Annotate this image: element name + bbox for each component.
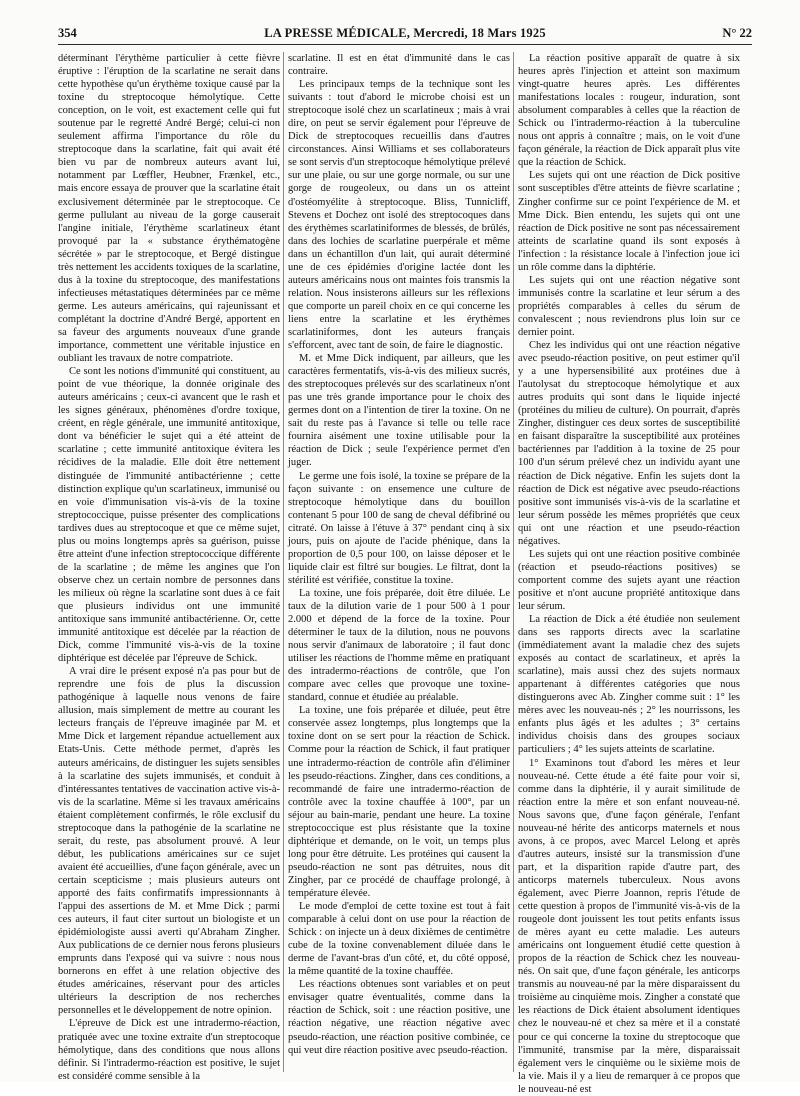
paragraph: Le germe une fois isolé, la toxine se prépare de la façon suivante : on ensemence une culture de streptocoque hémolytique dans du bouillon contenant 5 pour 100 de sang de cheval défibriné ou citraté. On laisse à l'étuve à 37° pendant cinq à six jours, puis on ajoute de l'acide phénique, dans la proportion de 0,5 pour 100, on laisse déposer et le liquide clair est filtré sur bougies. Le filtrat, dont la stérilité est vérifiée, constitue la toxine. [288, 470, 510, 586]
page-number: 354 [58, 26, 77, 40]
text-column-2 [288, 52, 510, 1072]
paragraph: déterminant l'érythème particulier à cette fièvre éruptive : l'éruption de la scarlatine ne serait dans cette hypothèse qu'un érythème toxique causé par la toxine du streptocoque hémolytique. Cette conception, on le voit, est exactement celle qui fut soutenue par le regretté André Bergé; celui-ci non seulement affirma l'importance du rôle du streptocoque dans la scarlatine, fait qui avait été bien vu par de nombreux auteurs avant lui, notamment par Lœffler, Heubner, Frænkel, etc., mais encore essaya de prouver que la scarlatine était exclusivement déterminée par le streptocoque. Ce germe pullulant au niveau de la gorge causerait l'angine initiale, l'érythème scarlatineux étant provoqué par la « substance érythématogène sécrétée » par le streptocoque, et Bergé distingue très nettement les accidents toxiques de la scarlatine, dus à la toxine du streptocoque, des manifestations infectieuses métastatiques déterminées par ce même germe. Les auteurs américains, qui rajeunissant et complétant la doctrine d'André Bergé, apportent en sa faveur des arguments nouveaux d'une grande importance, commettent une véritable injustice en oubliant les travaux de notre compatriote. [58, 53, 280, 365]
text-column-1 [58, 52, 280, 1082]
paragraph: La toxine, une fois préparée, doit être diluée. Le taux de la dilution varie de 1 pour 500 à 1 pour 2.000 et dépend de la force de la toxine. Pour déterminer le taux de la dilution, nous ne pouvons nous servir d'animaux de laboratoire ; il faut donc utiliser les réactions de l'homme même en pratiquant des intradermo-réactions de contrôle, que l'on compare avec celles que provoque une toxine-standard, connue et étudiée au préalable. [288, 587, 510, 704]
paragraph: Les principaux temps de la technique sont les suivants : tout d'abord le microbe choisi est un streptocoque isolé chez un scarlatineux ; mais à vrai dire, on peut se servir également pour l'épreuve de Dick de streptocoques recueillis dans d'autres circonstances. Ainsi Williams et ses collaborateurs se sont servis d'un streptocoque hémolytique prélevé sur une plaie, ou sur une gorge normale, ou sur une gorge de rougeoleux, ou dans un os atteint d'ostéomyélite à streptocoque. Bliss, Tunnicliff, Stevens et Dochez ont isolé des streptocoques dans des érythèmes scarlatiniformes de blessés, de brûlés, dans des lochies de scarlatine puerpérale et même dans un échantillon d'un lait, qui aurait déterminé une de ces épidémies d'origine lactée dont les auteurs américains nous ont maintes fois transmis la relation. Nous insisterons ailleurs sur les réflexions que comporte un pareil choix en ce qui concerne les liens entre la scarlatine et les érythèmes scarlatiniformes, dont les auteurs français s'efforcent, avec tant de soin, de faire le diagnostic. [288, 79, 510, 352]
paragraph: Les sujets qui ont une réaction de Dick positive sont susceptibles d'être atteints de fièvre scarlatine ; Zingher confirme sur ce point l'expérience de M. et Mme Dick. Bien entendu, les sujets qui ont une réaction de Dick positive ne sont pas nécessairement atteints de scarlatine quand ils sont exposés à l'infection : la résistance locale à l'infection joue ici un rôle comme dans la diphtérie. [518, 170, 740, 273]
paragraph: M. et Mme Dick indiquent, par ailleurs, que les caractères fermentatifs, vis-à-vis des milieux sucrés, des streptocoques prélevés sur des scarlatineux n'ont pas une très grande importance pour le choix des germes dont on a l'intention de tirer la toxine. On ne sait du reste pas à l'avance si telle ou telle race fournira aisément une toxine utilisable pour la réaction de Dick ; seule l'expérience permet d'en juger. [288, 353, 510, 469]
paragraph: scarlatine. Il est en état d'immunité dans le cas contraire. [288, 53, 510, 78]
column-divider [513, 52, 514, 1072]
paragraph: Chez les individus qui ont une réaction négative avec pseudo-réaction positive, on peut estimer qu'il y a une hypersensibilité aux protéines due à l'autolysat du streptocoque hémolytique et aux autres produits qui sont dans le liquide injecté (protéines du milieu de culture). On pourrait, d'après Zingher, distinguer ces deux sortes de susceptibilité en faisant disparaître la susceptibilité aux protéines bactériennes par l'addition à la toxine de 25 pour 100 d'un sérum prélevé chez un individu ayant une réaction de Dick négative. Enfin les sujets dont la réaction de Dick est négative avec pseudo-réactions positive sont immunisés vis-à-vis de la scarlatine et leur sérum possède les mêmes propriétés que ceux qui ont une réaction et une pseudo-réaction négatives. [518, 340, 740, 547]
column-divider [283, 52, 284, 1072]
paragraph: La toxine, une fois préparée et diluée, peut être conservée assez longtemps, plus longtemps que la toxine dont on se sert pour la réaction de Schick. Comme pour la réaction de Schick, il faut pratiquer une intradermo-réaction de contrôle afin d'éliminer les pseudo-réactions. Zingher, dans ces conditions, a recommandé de faire une intradermo-réaction de contrôle avec la toxine chauffée à 100°, par un séjour au bain-marie, pendant une heure. La toxine streptococcique est plus résistante que la toxine diphtérique et demande, on le voit, un temps plus long pour être détruite. Les protéines qui causent la pseudo-réaction ne sont pas détruites, nous dit Zingher, par ce procédé de chauffage prolongé, à température élevée. [288, 705, 510, 899]
journal-title: LA PRESSE MÉDICALE, Mercredi, 18 Mars 1925 [264, 26, 546, 40]
paragraph: Les sujets qui ont une réaction positive combinée (réaction et pseudo-réactions positives) se comportent comme des sujets ayant une réaction positive et n'ont aucune propriété antitoxique dans leur sérum. [518, 548, 740, 612]
paragraph: La réaction positive apparaît de quatre à six heures après l'injection et atteint son maximum vingt-quatre heures après. Les différentes manifestations locales : rougeur, induration, sont absolument comparables à celles que la réaction de Schick ou l'intradermo-réaction à la tuberculine nous ont appris à connaître ; mais, on le voit d'une façon générale, la réaction de Dick apparaît plus vite que la réaction de Schick. [518, 53, 740, 169]
text-column-3 [518, 52, 740, 1095]
issue-number: N° 22 [722, 26, 752, 40]
paragraph: Le mode d'emploi de cette toxine est tout à fait comparable à celui dont on use pour la réaction de Schick : on injecte un à deux dixièmes de centimètre cube de la toxine convenablement diluée dans le derme de l'avant-bras d'un côté, et, du côté opposé, la même quantité de la toxine chauffée. [288, 901, 510, 978]
paragraph: L'épreuve de Dick est une intradermo-réaction, pratiquée avec une toxine extraite d'un streptocoque hémolytique, dans des conditions que nous allons définir. Si l'intradermo-réaction est positive, le sujet est considéré comme sensible à la [58, 1018, 280, 1082]
paragraph: Les réactions obtenues sont variables et on peut envisager quatre éventualités, comme dans la réaction de Schick, soit : une réaction positive, une réaction négative, une réaction négative avec pseudo-réaction, une réaction positive combinée, ce qui veut dire réaction positive avec pseudo-réaction. [288, 979, 510, 1056]
paragraph: 1° Examinons tout d'abord les mères et leur nouveau-né. Cette étude a été faite pour voir si, comme dans la diphtérie, il y aurait similitude de réaction entre la mère et son enfant nouveau-né. Nous savons que, d'une façon générale, l'enfant nouveau-né hérite des anticorps maternels et nous avons, à ce propos, avec Marcel Lelong et après d'autres auteurs, insisté sur la transmission d'une part, et la disparition rapide d'autre part, des anticorps maternels tuberculeux. Nous avons également, avec Pierre Joannon, repris l'étude de cette question à propos de l'immunité vis-à-vis de la rougeole dont jouissent les tout petits enfants issus de mères ayant eu cette maladie. Les auteurs américains ont longuement étudié cette question à propos de la réaction de Schick chez les nouveau-nés. On sait que, d'une façon générale, les anticorps transmis au nouveau-né par la mère disparaissent du troisième au cinquième mois. Zingher a constaté que les réactions de Dick étaient absolument identiques chez le nouveau-né et chez sa mère et il a constaté pour ce qui concerne la toxine du streptocoque que l'immunité, transmise par la mère, disparaissait également vers le cinquième ou le sixième mois de la vie. Mais il y a lieu de remarquer à ce propos que le nouveau-né est [518, 757, 740, 1095]
page-header [58, 26, 752, 45]
paragraph: A vrai dire le présent exposé n'a pas pour but de reprendre une fois de plus la discussion pathogénique à laquelle nous venons de faire allusion, mais simplement de mettre au courant les lecteurs français de l'épreuve imaginée par M. et Mme Dick et largement répandue actuellement aux Etats-Unis. Cette méthode permet, d'après les auteurs américains, de distinguer les sujets sensibles à la scarlatine des sujets immunisés, et conduit à d'intéressantes tentatives de vaccination active vis-à-vis de la scarlatine. Même si les travaux américains étaient complètement confirmés, le rôle exclusif du streptocoque dans la pathogénie de la scarlatine ne serait, du reste, pas absolument prouvé. A leur début, les publications américaines sur ce sujet avaient été accueillies, d'une façon générale, avec un certain scepticisme ; mais plusieurs auteurs ont apporté des faits confirmatifs impressionnants à l'appui des assertions de M. et Mme Dick ; parmi ces auteurs, il faut citer surtout un biologiste et un épidémiologiste aussi averti qu'Abraham Zingher. Aux publications de ce dernier nous ferons plusieurs emprunts dans l'exposé qui va suivre : nous nous bornerons en effet à une relation objective des études américaines, réservant pour des articles ultérieurs la description de nos recherches personnelles et le développement de notre opinion. [58, 666, 280, 1017]
paragraph: Ce sont les notions d'immunité qui constituent, au point de vue théorique, la donnée originale des auteurs américains ; ceux-ci avancent que le rash et les signes généraux, phénomènes d'ordre toxique, créent, en règle générale, une immunité antitoxique, dont va bénéficier le sujet qui a été atteint de scarlatine ; cette immunité antitoxique évitera les récidives de la maladie. Elle doit être nettement distinguée de l'immunité antibactérienne ; cette distinction explique qu'un scarlatineux, immunisé ou en voie d'immunisation vis-à-vis de la toxine streptococcique, puisse présenter des complications tardives dues au streptocoque et que ce même sujet, plus ou moins longtemps après sa guérison, puisse être atteint d'une infection streptococcique différente de la scarlatine ; de même les angines que l'on observe chez un certain nombre de personnes dans les milieux où règne la scarlatine sont dues à ce fait que plusieurs individus ont une immunité antitoxique sans immunité antibactérienne. Or, cette immunité antitoxique est décelée par la réaction de Dick, comme l'immunité vis-à-vis de la toxine diphtérique est décelée par l'épreuve de Schick. [58, 366, 280, 665]
paragraph: Les sujets qui ont une réaction négative sont immunisés contre la scarlatine et leur sérum a des propriétés comparables à celles du sérum de convalescent ; nous reviendrons plus loin sur ce dernier point. [518, 274, 740, 338]
paragraph: La réaction de Dick a été étudiée non seulement dans ses rapports directs avec la scarlatine (immédiatement avant la maladie chez des sujets exposés au contact de scarlatineux, et après la scarlatine), mais aussi chez des sujets normaux appartenant à différentes catégories que nous distinguerons avec Ab. Zingher comme suit : 1° les mères avec les nouveau-nés ; 2° les nourrissons, les enfants plus âgés et les adultes ; 3° certains individus choisis dans des groupes sociaux particuliers ; 4° les sujets atteints de scarlatine. [518, 614, 740, 756]
